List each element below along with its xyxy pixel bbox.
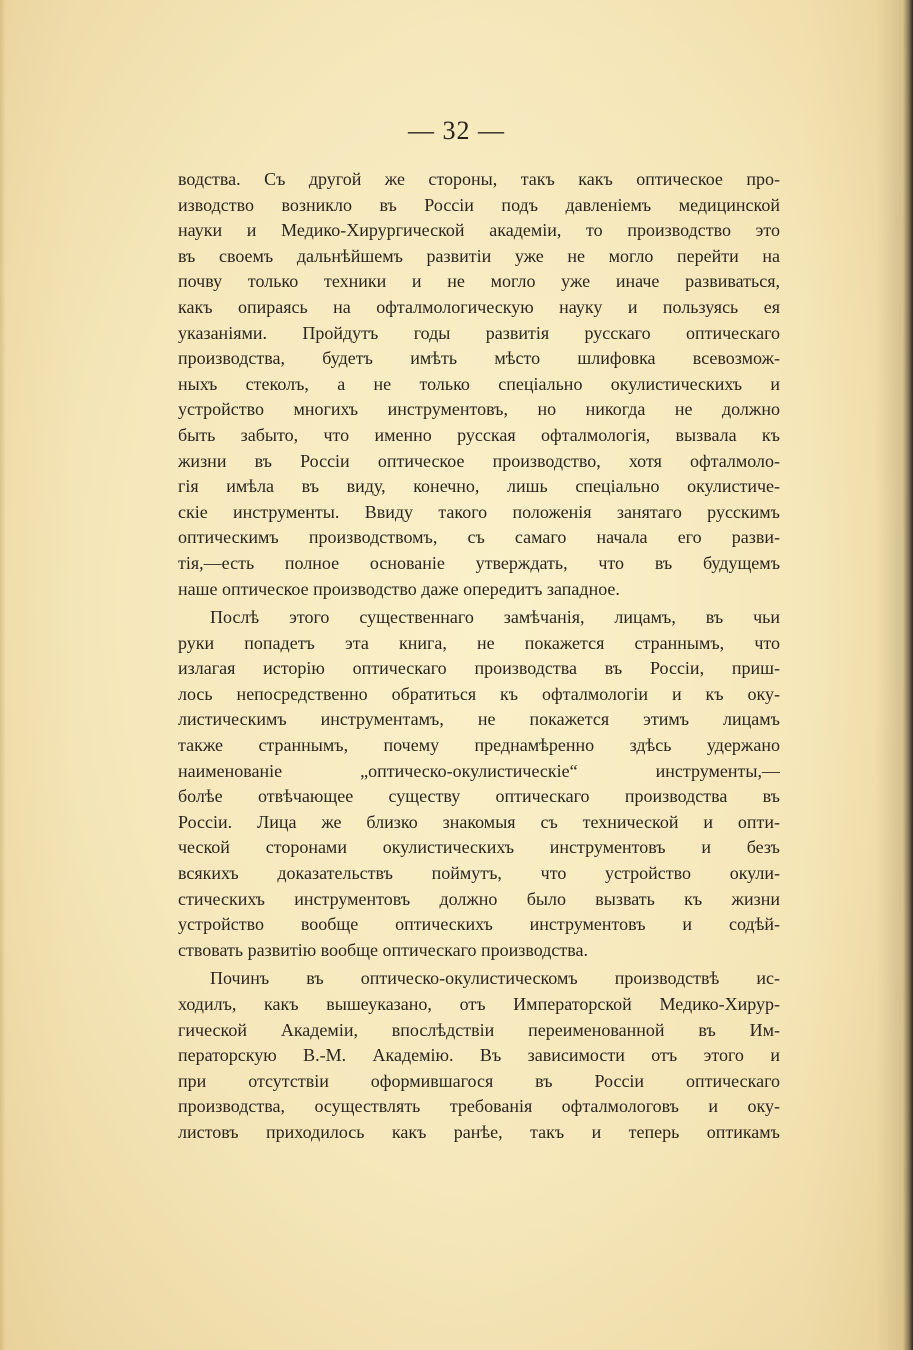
text-line: скіе инструменты. Ввиду такого положенія занятаго русскимъ: [178, 501, 780, 522]
text-line: при отсутствіи оформившагося въ Россіи оптическаго: [178, 1070, 780, 1091]
text-line: излагая исторію оптическаго производства въ Россіи, приш-: [178, 658, 780, 679]
text-line: ствовать развитію вообще оптическаго производства.: [178, 939, 589, 960]
paragraph: [178, 966, 780, 1145]
text-line: почву только техники и не могло уже иначе развиваться,: [178, 271, 780, 292]
text-line: устройство многихъ инструментовъ, но никогда не должно: [178, 399, 780, 420]
text-line: указаніями. Пройдутъ годы развитія русскаго оптическаго: [178, 322, 780, 343]
paragraph: [178, 167, 780, 602]
text-line: ческой сторонами окулистическихъ инструментовъ и безъ: [178, 837, 780, 858]
text-line: науки и Медико-Хирургической академіи, то производство это: [178, 220, 780, 241]
text-line: устройство вообще оптическихъ инструментовъ и содѣй-: [178, 914, 780, 935]
text-line: ператорскую В.-М. Академію. Въ зависимости отъ этого и: [178, 1045, 780, 1066]
text-line: также страннымъ, почему преднамѣренно здѣсь удержано: [178, 735, 780, 756]
text-line: ныхъ стеколъ, а не только спеціально окулистическихъ и: [178, 373, 780, 394]
paragraph: [178, 605, 780, 963]
text-line: лось непосредственно обратиться къ офталмологіи и къ оку-: [178, 683, 780, 704]
text-line: руки попадетъ эта книга, не покажется страннымъ, что: [178, 632, 780, 653]
text-line: быть забыто, что именно русская офталмологія, вызвала къ: [178, 424, 780, 445]
text-line: Починъ въ оптическо-окулистическомъ производствѣ ис-: [210, 968, 780, 989]
text-line: тія,—есть полное основаніе утверждать, что въ будущемъ: [178, 552, 780, 573]
text-line: стическихъ инструментовъ должно было вызвать къ жизни: [178, 888, 780, 909]
text-line: жизни въ Россіи оптическое производство, хотя офталмоло-: [178, 450, 780, 471]
text-line: наше оптическое производство даже опередитъ западное.: [178, 578, 620, 599]
text-line: какъ опираясь на офталмологическую науку и пользуясь ея: [178, 296, 780, 317]
text-line: гической Академіи, впослѣдствіи переименованной въ Им-: [178, 1019, 780, 1040]
text-line: изводство возникло въ Россіи подъ давленіемъ медицинской: [178, 194, 780, 215]
text-line: въ своемъ дальнѣйшемъ развитіи уже не могло перейти на: [178, 245, 780, 266]
text-line: водства. Съ другой же стороны, такъ какъ оптическое про-: [178, 169, 780, 189]
text-line: гія имѣла въ виду, конечно, лишь спеціально окулистиче-: [178, 476, 780, 497]
text-line: наименованіе „оптическо-окулистическіе“ инструменты,—: [178, 760, 780, 781]
text-line: листовъ приходилось какъ ранѣе, такъ и теперь оптикамъ: [178, 1121, 780, 1142]
page-spine-shadow: [903, 0, 913, 1350]
text-line: производства, осуществлять требованія офталмологовъ и оку-: [178, 1096, 780, 1117]
text-line: Россіи. Лица же близко знакомыя съ технической и опти-: [178, 811, 780, 832]
text-line: оптическимъ производствомъ, съ самаго начала его разви-: [178, 527, 780, 548]
page-edge-shadow: [0, 0, 6, 1350]
text-line: листическимъ инструментамъ, не покажется этимъ лицамъ: [178, 709, 780, 730]
text-line: всякихъ доказательствъ поймутъ, что устройство окули-: [178, 863, 780, 884]
page-number: — 32 —: [408, 116, 505, 145]
text-line: болѣе отвѣчающее существу оптическаго производства въ: [178, 786, 780, 807]
text-line: ходилъ, какъ вышеуказано, отъ Императорской Медико-Хирур-: [178, 994, 780, 1014]
text-line: Послѣ этого существеннаго замѣчанія, лицамъ, въ чьи: [210, 607, 780, 628]
body-text: [178, 167, 780, 1146]
text-line: производства, будетъ имѣть мѣсто шлифовка всевозмож-: [178, 348, 780, 369]
